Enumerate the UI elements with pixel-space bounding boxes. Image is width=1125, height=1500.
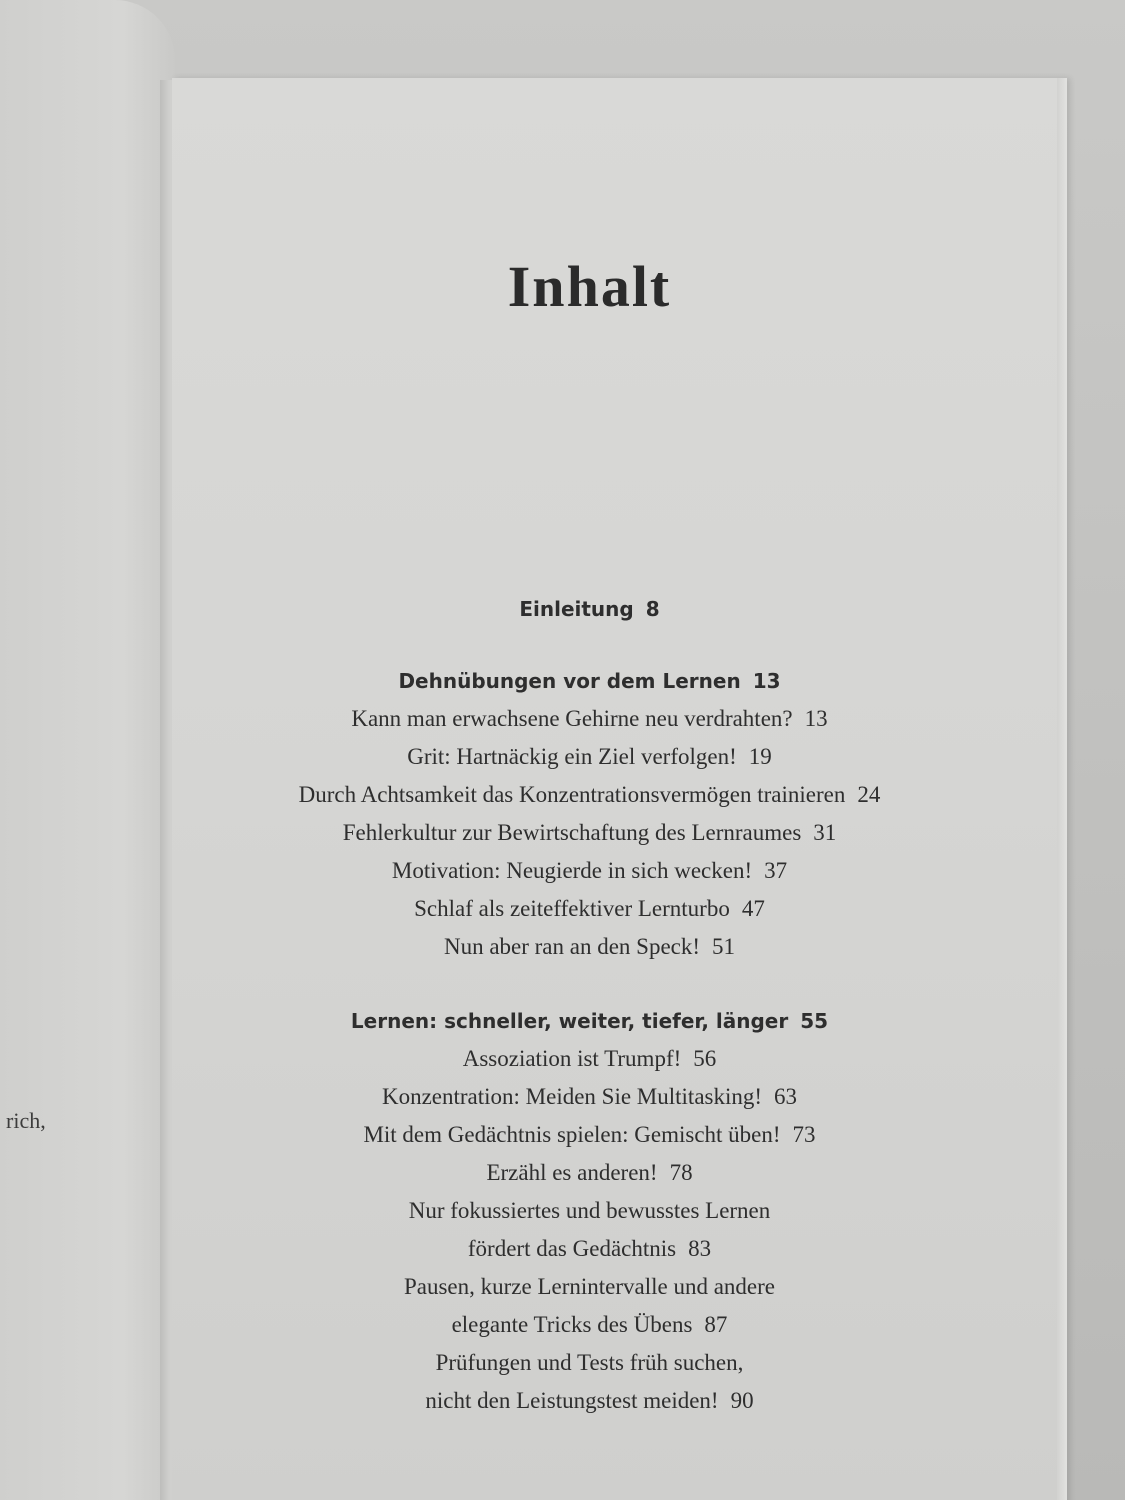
toc-page-number: 13	[804, 706, 828, 731]
toc-part-label: Dehnübungen vor dem Lernen	[398, 669, 741, 693]
toc-page-number: 87	[704, 1312, 728, 1337]
toc-part-label: Lernen: schneller, weiter, tiefer, länger	[350, 1009, 789, 1033]
toc-entry	[172, 776, 1007, 814]
toc-entry-label: Erzähl es anderen!	[486, 1160, 658, 1185]
toc-page-number: 83	[688, 1236, 712, 1261]
toc-entry	[172, 738, 1007, 776]
toc-entry	[172, 928, 1007, 966]
toc-entry-line2	[172, 1306, 1007, 1344]
toc-entry-line1	[172, 1192, 1007, 1230]
toc-entry-label: Mit dem Gedächtnis spielen: Gemischt üben!	[363, 1122, 781, 1147]
toc-part-2	[172, 1002, 1007, 1040]
toc-page-number: 55	[800, 1009, 829, 1033]
page-edge	[1057, 78, 1067, 1500]
toc-page-number: 24	[857, 782, 881, 807]
toc-entry-label: Schlaf als zeiteffektiver Lernturbo	[414, 896, 730, 921]
toc-entry-label-continued: nicht den Leistungstest meiden!	[425, 1388, 719, 1413]
toc-entry	[172, 1154, 1007, 1192]
toc-entry-label: Grit: Hartnäckig ein Ziel verfolgen!	[407, 744, 737, 769]
toc-entry	[172, 814, 1007, 852]
toc-entry	[172, 890, 1007, 928]
toc-entry-label: Kann man erwachsene Gehirne neu verdrahten?	[351, 706, 793, 731]
toc-entry-line1	[172, 1268, 1007, 1306]
toc-entry-label: Prüfungen und Tests früh suchen,	[435, 1350, 744, 1375]
toc-page-number: 56	[693, 1046, 717, 1071]
toc-entry-line1	[172, 1344, 1007, 1382]
toc-page-number: 31	[813, 820, 837, 845]
toc-page-number: 47	[741, 896, 765, 921]
toc-page-number: 37	[764, 858, 788, 883]
toc-entry-label: Nun aber ran an den Speck!	[443, 934, 701, 959]
toc-entry-label: Pausen, kurze Lernintervalle und andere	[403, 1274, 776, 1299]
toc-entry	[172, 1040, 1007, 1078]
toc-page-number: 51	[712, 934, 736, 959]
toc-page-number: 19	[748, 744, 772, 769]
left-page	[0, 0, 175, 1500]
toc-part-intro	[172, 590, 1007, 628]
toc-entry-label: Fehlerkultur zur Bewirtschaftung des Lernraumes	[342, 820, 802, 845]
right-page	[172, 78, 1067, 1500]
toc-page-number: 13	[752, 669, 781, 693]
toc-entry	[172, 852, 1007, 890]
toc-page-number: 78	[669, 1160, 693, 1185]
page-title: Inhalt	[507, 254, 672, 319]
toc-entry-label: Motivation: Neugierde in sich wecken!	[391, 858, 753, 883]
toc-entry	[172, 700, 1007, 738]
toc-entry-label: Nur fokussiertes und bewusstes Lernen	[408, 1198, 771, 1223]
toc-part-1	[172, 662, 1007, 700]
toc-entry-line2	[172, 1230, 1007, 1268]
toc-page-number: 8	[645, 597, 660, 621]
toc-spacer	[172, 628, 1007, 662]
left-page-text-fragment: rich,	[6, 1108, 46, 1133]
toc-page-number: 90	[730, 1388, 754, 1413]
toc-entry-label-continued: fördert das Gedächtnis	[467, 1236, 677, 1261]
toc-entry-label-continued: elegante Tricks des Übens	[451, 1312, 693, 1337]
toc-page-number: 63	[774, 1084, 798, 1109]
toc-entry	[172, 1078, 1007, 1116]
toc-entry-label: Konzentration: Meiden Sie Multitasking!	[381, 1084, 763, 1109]
toc-spacer	[172, 966, 1007, 1002]
toc-entry-label: Durch Achtsamkeit das Konzentrationsvermögen trainieren	[298, 782, 846, 807]
toc-entry-label: Assoziation ist Trumpf!	[462, 1046, 682, 1071]
toc-entry-line2	[172, 1382, 1007, 1420]
toc-part-label: Einleitung	[519, 597, 634, 621]
toc-entry	[172, 1116, 1007, 1154]
table-of-contents	[172, 590, 1007, 1420]
toc-page-number: 73	[792, 1122, 816, 1147]
